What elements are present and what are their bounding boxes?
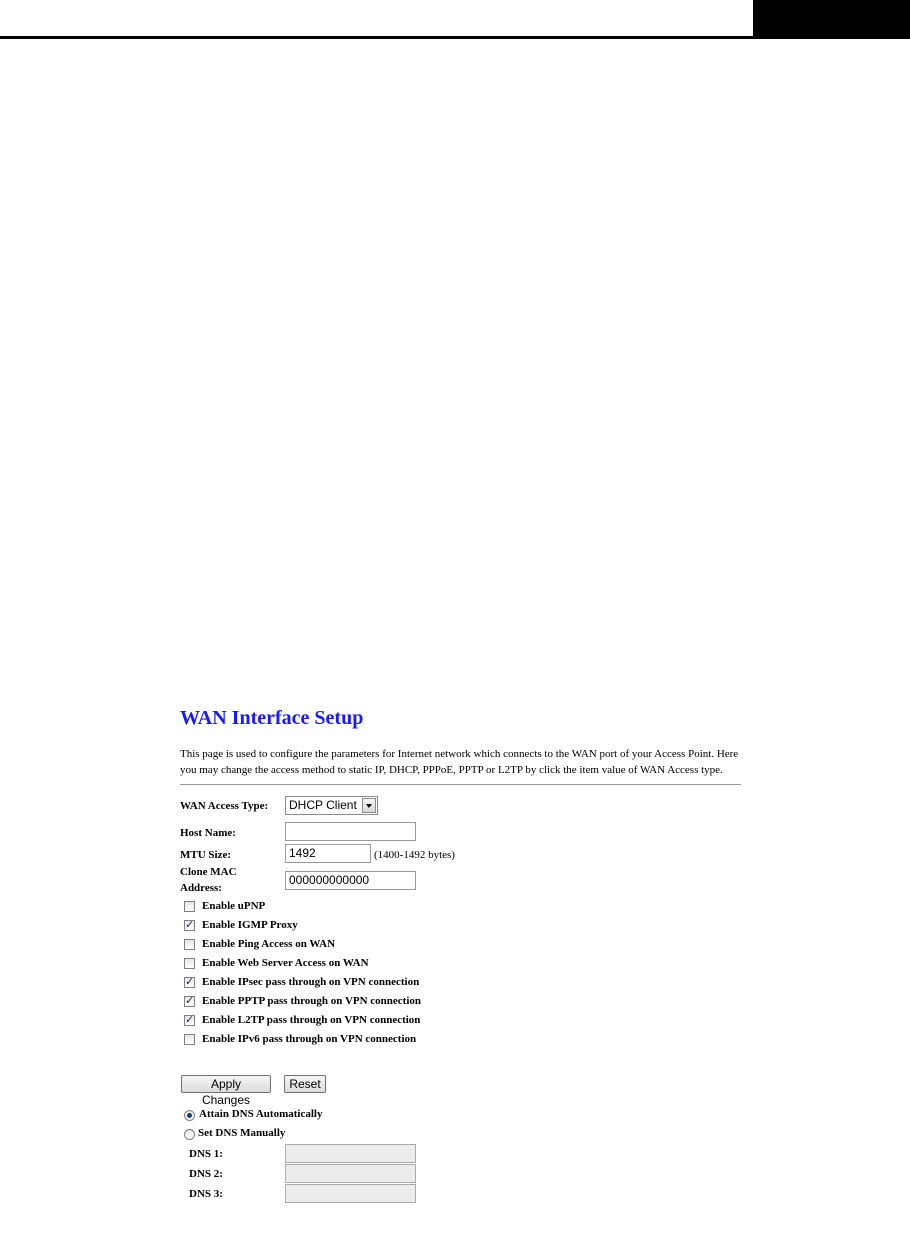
clone-mac-label-line2: Address:	[180, 882, 222, 894]
set-dns-manual-label: Set DNS Manually	[198, 1127, 286, 1139]
dns2-label: DNS 2:	[189, 1168, 223, 1180]
attain-dns-auto-label: Attain DNS Automatically	[199, 1108, 323, 1120]
option-row	[180, 899, 500, 915]
option-row	[180, 1013, 500, 1029]
reset-button[interactable]: Reset	[284, 1075, 326, 1093]
wan-access-type-row	[180, 796, 440, 816]
option-checkbox[interactable]	[184, 996, 195, 1007]
host-name-input[interactable]	[285, 822, 416, 841]
host-name-row	[180, 822, 440, 842]
option-label: Enable Ping Access on WAN	[202, 938, 336, 950]
wan-access-type-label: WAN Access Type:	[180, 800, 269, 812]
dns1-label: DNS 1:	[189, 1148, 223, 1160]
option-row	[180, 956, 500, 972]
option-checkbox[interactable]	[184, 977, 195, 988]
dns3-input[interactable]	[285, 1184, 416, 1203]
dns1-input[interactable]	[285, 1144, 416, 1163]
wan-setup-panel	[180, 703, 742, 1205]
clone-mac-label-line1: Clone MAC	[180, 866, 237, 878]
option-checkbox[interactable]	[184, 1034, 195, 1045]
document-header-block	[753, 0, 910, 39]
option-label: Enable L2TP pass through on VPN connection	[202, 1014, 421, 1026]
option-row	[180, 1032, 500, 1048]
option-label: Enable Web Server Access on WAN	[202, 957, 369, 969]
dns2-input[interactable]	[285, 1164, 416, 1183]
apply-changes-button[interactable]: Apply Changes	[181, 1075, 271, 1093]
chevron-down-icon[interactable]	[362, 798, 376, 813]
page-description: This page is used to configure the parameters for Internet network which connects to the WAN port of your Access Point. Here you may change the access method to static IP, DHCP, PPPoE, PPTP or L2TP by click the item value of WAN Access type.	[180, 748, 739, 776]
option-label: Enable uPNP	[202, 900, 266, 912]
wan-access-type-select[interactable]	[285, 796, 378, 815]
host-name-label: Host Name:	[180, 827, 236, 839]
option-row	[180, 994, 500, 1010]
set-dns-manual-radio[interactable]	[184, 1129, 195, 1140]
option-checkbox[interactable]	[184, 1015, 195, 1026]
option-row	[180, 937, 500, 953]
option-row	[180, 918, 500, 934]
document-header-rule	[0, 36, 754, 39]
page-title: WAN Interface Setup	[180, 707, 364, 729]
option-checkbox[interactable]	[184, 939, 195, 950]
option-checkbox[interactable]	[184, 958, 195, 969]
attain-dns-auto-radio[interactable]	[184, 1110, 195, 1121]
option-label: Enable PPTP pass through on VPN connection	[202, 995, 422, 1007]
option-checkbox[interactable]	[184, 901, 195, 912]
option-checkbox[interactable]	[184, 920, 195, 931]
clone-mac-row	[180, 865, 440, 897]
option-label: Enable IGMP Proxy	[202, 919, 298, 931]
option-row	[180, 975, 500, 991]
mtu-size-hint: (1400-1492 bytes)	[374, 849, 455, 861]
clone-mac-input[interactable]: 000000000000	[285, 871, 416, 890]
option-label: Enable IPsec pass through on VPN connection	[202, 976, 420, 988]
dns3-label: DNS 3:	[189, 1188, 223, 1200]
mtu-size-label: MTU Size:	[180, 849, 232, 861]
mtu-size-input[interactable]: 1492	[285, 844, 371, 863]
wan-access-type-value: DHCP Client	[289, 798, 357, 812]
mtu-size-row	[180, 844, 500, 864]
option-label: Enable IPv6 pass through on VPN connection	[202, 1033, 417, 1045]
